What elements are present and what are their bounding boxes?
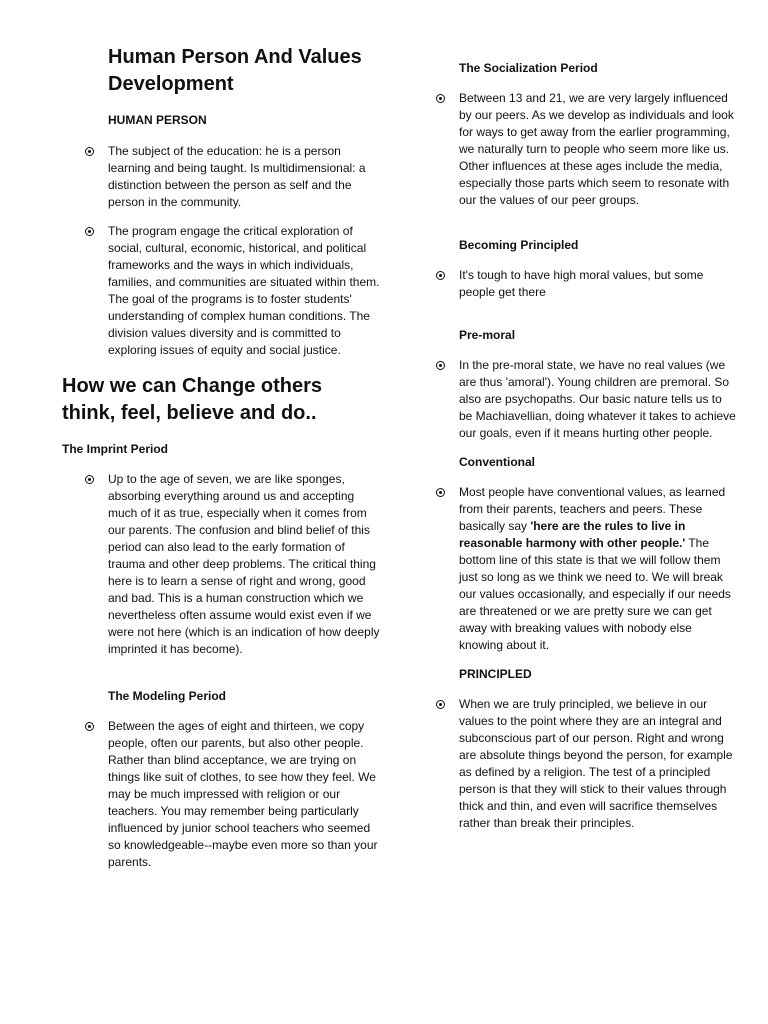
- bullet-icon: [85, 227, 94, 236]
- bullet-text: Between the ages of eight and thirteen, we copy people, often our parents, but also other people. Rather than blind acceptance, we are trying on things like suit of clothes, to see how they feel. We may be much impressed with religion or our teachers. You may remember being particularly influenced by junior school teachers who seemed so knowledgeable--maybe even more so than your parents.: [108, 719, 378, 869]
- bullet-item: [62, 223, 382, 359]
- bullet-item: [436, 357, 736, 442]
- bullet-item: [62, 718, 382, 871]
- section-title-change: How we can Change others think, feel, believe and do..: [62, 375, 323, 424]
- bullet-text: Up to the age of seven, we are like sponges, absorbing everything around us and accepting much of it as true, especially when it comes from our parents. The confusion and blind belief of this period can also lead to the early formation of trauma and other deep problems. The critical thing here is to learn a sense of right and wrong, good and bad. This is a human construction which we nevertheless often assume would exist even if we were not here (which is an indication of how deeply imprinted it has become).: [108, 472, 380, 656]
- bullet-text: Between 13 and 21, we are very largely influenced by our peers. As we develop as individuals and look for ways to get away from the earlier programming, we naturally turn to people who seem more like us. Other influences at these ages include the media, especially those parts which seem to resonate with our the values of our peer groups.: [459, 91, 734, 207]
- page-title: Human Person And Values Development: [108, 46, 362, 95]
- bullet-text: It's tough to have high moral values, but some people get there: [459, 268, 704, 299]
- bullet-text: The subject of the education: he is a person learning and being taught. Is multidimensional: a distinction between the person as self and the person in the community.: [108, 144, 366, 209]
- bullet-icon: [436, 94, 445, 103]
- bullet-item: [436, 90, 736, 209]
- section-heading-pre-moral: Pre-moral: [459, 328, 516, 342]
- right-column: [436, 60, 736, 832]
- left-column: [62, 44, 382, 871]
- bullet-item: [62, 471, 382, 658]
- bullet-text-after: The bottom line of this state is that we will follow them just so long as we think we need to. We will break our values occasionally, and especially if our needs are threatened or we are pretty sure we can get away with breaking values with nobody else knowing about it.: [459, 536, 731, 652]
- bullet-icon: [85, 475, 94, 484]
- bullet-text: The program engage the critical exploration of social, cultural, economic, historical, and political frameworks and the ways in which individuals, families, and communities are situated within them. The goal of the programs is to foster students' understanding of complex human conditions. The division values diversity and is committed to exploring issues of equity and social justice.: [108, 224, 380, 357]
- section-heading-modeling: The Modeling Period: [108, 689, 227, 703]
- bullet-icon: [85, 722, 94, 731]
- bullet-icon: [436, 361, 445, 370]
- bullet-icon: [436, 700, 445, 709]
- bullet-item: [62, 143, 382, 211]
- bullet-text-before: Most people have conventional values, as learned from their parents, teachers and peers. These basically say: [459, 485, 726, 533]
- section-heading-human-person: HUMAN PERSON: [108, 113, 207, 127]
- section-heading-conventional: Conventional: [459, 455, 536, 469]
- bullet-text-bold: 'here are the rules to live in reasonable harmony with other people.': [459, 519, 686, 550]
- bullet-item: [436, 267, 736, 301]
- bullet-icon: [436, 488, 445, 497]
- bullet-icon: [85, 147, 94, 156]
- bullet-item: [436, 696, 736, 832]
- bullet-text: In the pre-moral state, we have no real values (we are thus 'amoral'). Young children are premoral. So also are psychopaths. Our basic nature tells us to be Machiavellian, doing whatever it takes to achieve our goals, even if it means hurting other people.: [459, 358, 736, 440]
- bullet-text: When we are truly principled, we believe in our values to the point where they are an integral and subconscious part of our person. Right and wrong are absolute things beyond the person, for example as defined by a religion. The test of a principled person is that they will stick to their values through thick and thin, and even will sacrifice themselves rather than break their principles.: [459, 697, 733, 830]
- bullet-item: [436, 484, 736, 654]
- section-heading-socialization: The Socialization Period: [459, 61, 598, 75]
- section-heading-becoming-principled: Becoming Principled: [459, 238, 579, 252]
- section-heading-imprint: The Imprint Period: [62, 442, 169, 456]
- bullet-icon: [436, 271, 445, 280]
- section-heading-principled: PRINCIPLED: [459, 667, 532, 681]
